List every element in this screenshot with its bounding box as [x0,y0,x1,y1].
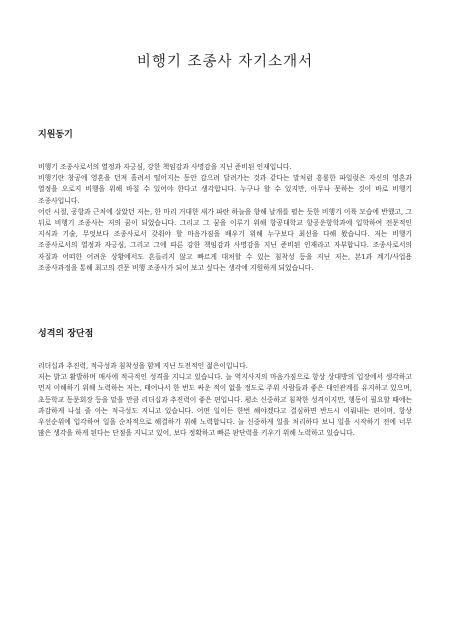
section-heading-personality: 성격의 장단점 [38,329,94,340]
personality-paragraph-1: 리더십과 추진력, 적극성과 침착성을 함께 지닌 도전적인 젊은이입니다. [38,362,248,371]
document-title: 비행기 조종사 자기소개서 [136,54,314,70]
motivation-paragraph-2: 비행기란 창공에 영혼을 던져 흘려서 떨어지는 동안 감으려 달려가는 것과 같다는 말처럼 흥륭한 파일럿은 자신의 영혼과 열정을 오로지 비행을 위해 바칠 수 있어야 한다고 생각합니다. 누구나 할 수 있지만, 아무나 못하는 것이 바로 비행기 조종사입니다. [38,174,412,205]
section-heading-motivation: 지원동기 [38,130,73,140]
section-motivation [38,127,412,274]
motivation-paragraph-3: 어린 시절, 공항과 근처에 살았던 저는, 한 마리 거대한 새가 파란 하늘을 향해 날개를 펼는 듯한 비행기 이륙 모습에 반했고, 그 뒤로 비행기 조종사는 저의 꿈이 되었습니다. 그리고 그 꿈을 이루기 위해 항공대학교 항공운항학과에 입학하여 전문적인 지식과 기술, 무엇보다 조종사로서 갖춰야 할 마음가짐을 배우기 위해 누구보다 최선을 다해 왔습니다. 저는 비행기 조종사로서의 열정과 자긍심, 그리고 그에 따른 강한 책임감과 사명감을 지닌 준비된 인재라고 자부합니다. 조종사로서의 자질과 어떠한 어려운 상황에서도 흔들리지 않고 빠르게 대처할 수 있는 침착성 등을 지닌 저는, 본1과 계기/사업용 조종사과정을 통해 최고의 견문 비행 조종사가 되어 보고 싶다는 생각에 지원하게 되었습니다. [38,207,412,272]
section-personality [38,326,412,439]
motivation-paragraph-1: 비행기 조종사로서의 열정과 자긍심, 강한 책임감과 사명감을 지닌 준비된 인재입니다. [38,163,292,171]
personality-paragraph-2: 저는 밝고 활발하며 매사에 적극적인 성격을 지니고 있습니다. 늘 역지사지의 마음가짐으로 항상 상대방의 입장에서 생각하고 먼저 이해하기 위해 노력하는 저는, 태어나서 한 번도 싸운 적이 없을 정도로 주위 사람들과 좋은 대인관계를 유지하고 있으며, 초등학교 동문회장 등을 맡을 만큼 리더십과 추진력이 좋은 편입니다. 평소 신중하고 침착한 성격이지만, 행동이 필요할 때에는 과감하게 나설 줄 아는 적극성도 지니고 있습니다. 어떤 일이든 한번 해야겠다고 결심하면 반드시 이뤄내는 편이며, 항상 우선순위에 입각하여 일을 순차적으로 해결하기 위해 노력합니다. 늘 신중하게 일을 처리하다 보니 일을 시작하기 전에 너무 많은 생각을 하게 된다는 단점을 지니고 있어, 보다 정확하고 빠른 판단력을 키우기 위해 노력하고 있습니다. [38,373,412,438]
